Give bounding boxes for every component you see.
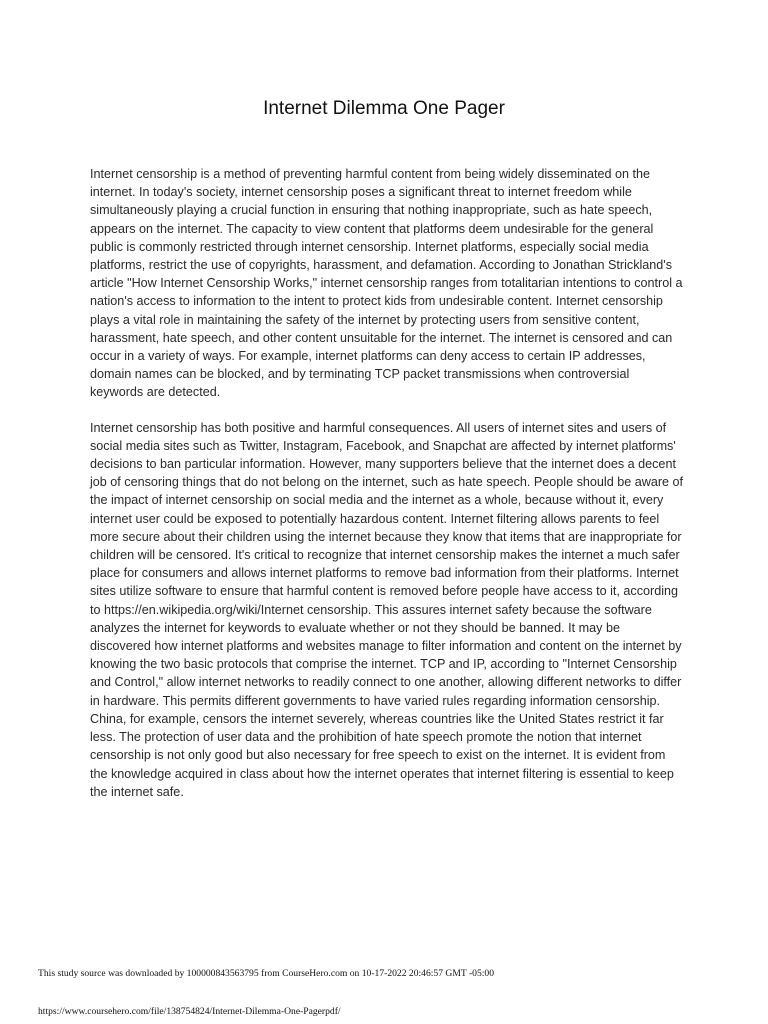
paragraph-1: Internet censorship is a method of preventing harmful content from being widely disseminated on the internet. In today's society, internet censorship poses a significant threat to internet freedom while simultaneously playing a crucial function in ensuring that nothing inappropriate, such as hate speech, appears on the internet. The capacity to view content that platforms deem undesirable for the general public is commonly restricted through internet censorship. Internet platforms, especially social media platforms, restrict the use of copyrights, harassment, and defamation. According to Jonathan Strickland's article "How Internet Censorship Works," internet censorship ranges from totalitarian intentions to control a nation's access to information to the intent to protect kids from undesirable content. Internet censorship plays a vital role in maintaining the safety of the internet by protecting users from sensitive content, harassment, hate speech, and other content unsuitable for the internet. The internet is censored and can occur in a variety of ways. For example, internet platforms can deny access to certain IP addresses, domain names can be blocked, and by terminating TCP packet transmissions when controversial keywords are detected. (90, 167, 683, 400)
document-body (90, 165, 684, 818)
download-source-note: This study source was downloaded by 100000843563795 from CourseHero.com on 10-17-2022 20:46:57 GMT -05:00 (38, 968, 495, 979)
page-title: Internet Dilemma One Pager (263, 98, 505, 119)
document-url: https://www.coursehero.com/file/138754824/Internet-Dilemma-One-Pagerpdf/ (38, 1006, 341, 1017)
paragraph-2: Internet censorship has both positive and harmful consequences. All users of internet sites and users of social media sites such as Twitter, Instagram, Facebook, and Snapchat are affected by internet platforms' decisions to ban particular information. However, many supporters believe that the internet does a decent job of censoring things that do not belong on the internet, such as hate speech. People should be aware of the impact of internet censorship on social media and the internet as a whole, because without it, every internet user could be exposed to potentially hazardous content. Internet filtering allows parents to feel more secure about their children using the internet because they know that items that are inappropriate for children will be censored. It's critical to recognize that internet censorship makes the internet a much safer place for consumers and allows internet platforms to remove bad information from their platforms. Internet sites utilize software to ensure that harmful content is removed before people have access to it, according to https://en.wikipedia.org/wiki/Internet censorship. This assures internet safety because the software analyzes the internet for keywords to evaluate whether or not they should be banned. It may be discovered how internet platforms and websites manage to filter information and content on the internet by knowing the two basic protocols that comprise the internet. TCP and IP, according to "Internet Censorship and Control," allow internet networks to readily connect to one another, allowing different networks to differ in hardware. This permits different governments to have varied rules regarding information censorship. China, for example, censors the internet severely, whereas countries like the United States restrict it far less. The protection of user data and the prohibition of hate speech promote the notion that internet censorship is not only good but also necessary for free speech to exist on the internet. It is evident from the knowledge acquired in class about how the internet operates that internet filtering is essential to keep the internet safe. (90, 420, 684, 799)
